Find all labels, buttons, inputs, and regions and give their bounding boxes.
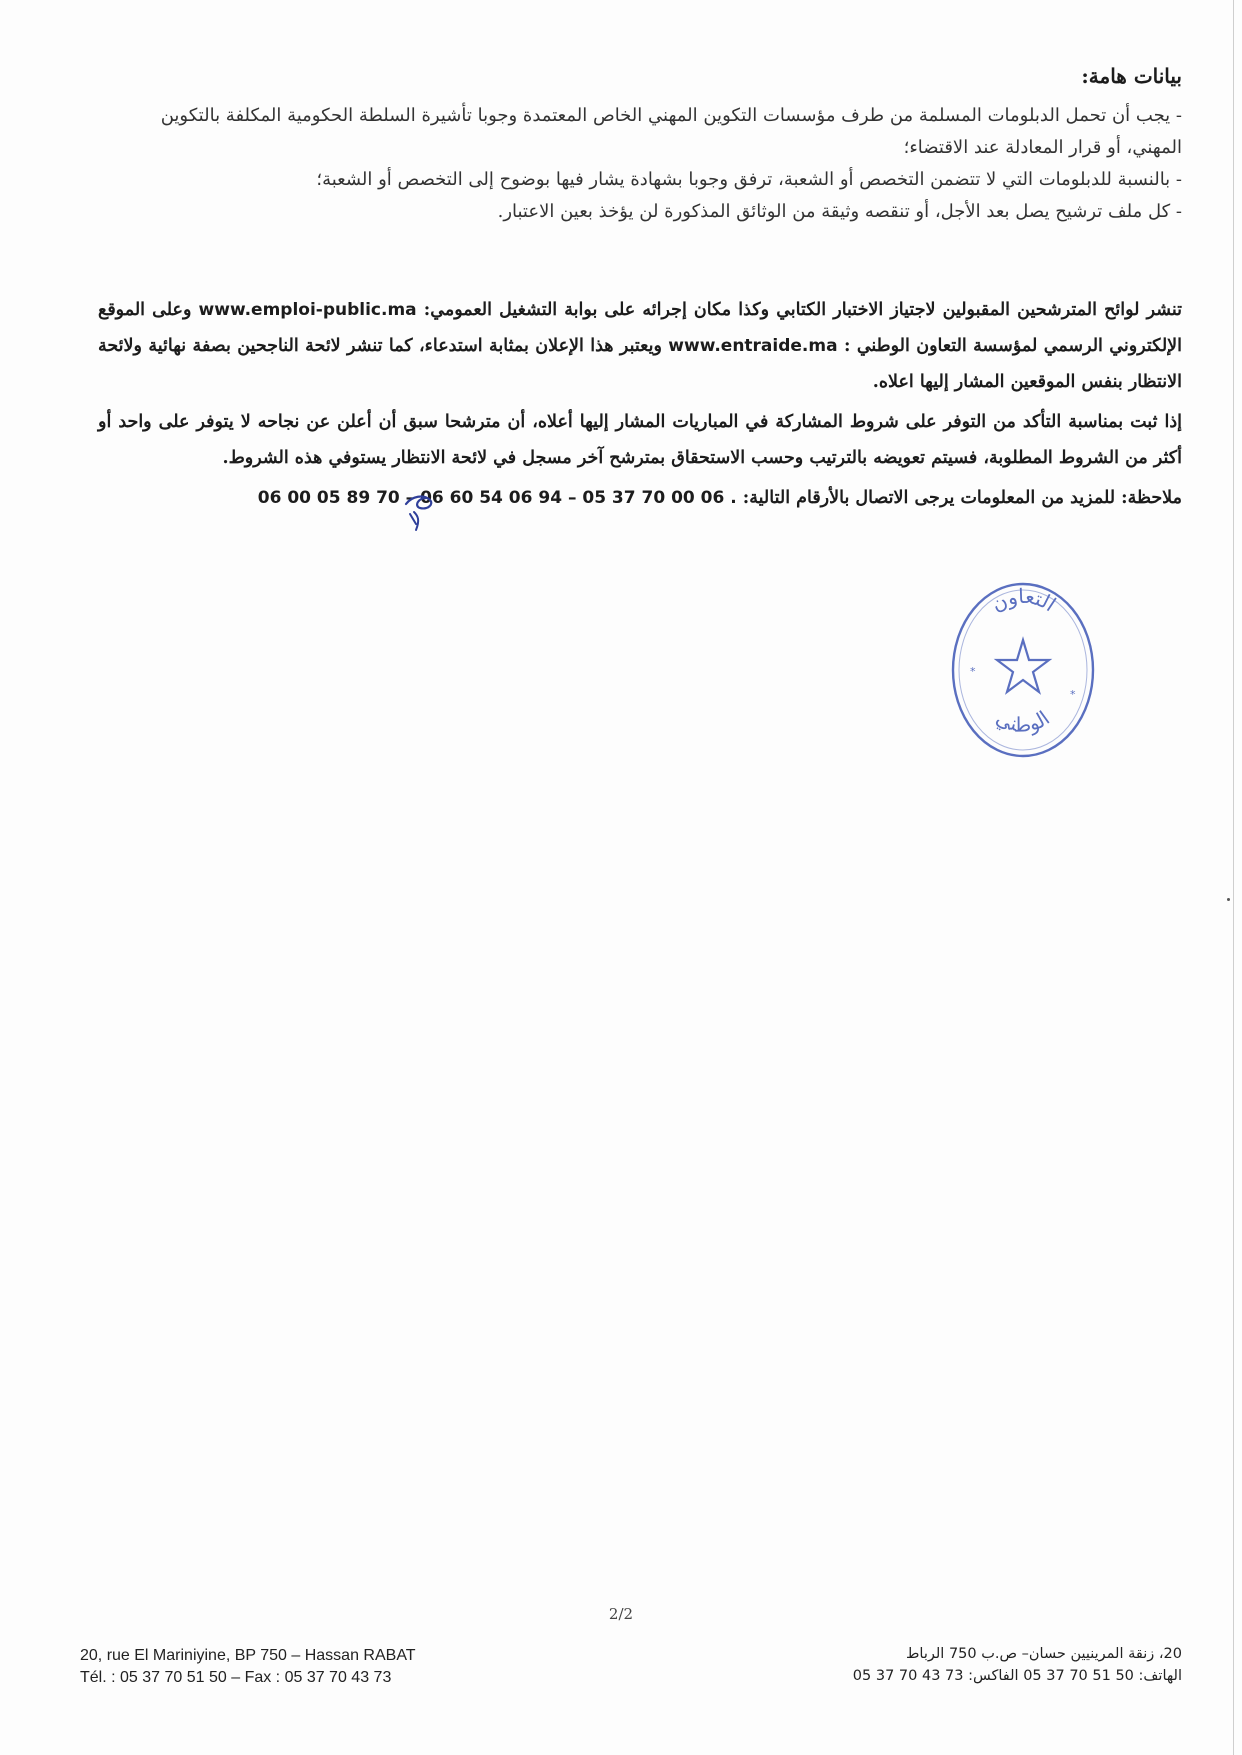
svg-text:*: *: [970, 665, 976, 678]
footer-fr-address-line: 20, rue El Mariniyine, BP 750 – Hassan RABAT: [80, 1647, 416, 1664]
emploi-public-link[interactable]: www.emploi-public.ma: [198, 300, 417, 320]
entraide-link[interactable]: www.entraide.ma: [668, 336, 838, 356]
publication-paragraph: [98, 292, 1182, 400]
footer-address-arabic: [853, 1643, 1182, 1687]
footer-address-french: [80, 1645, 416, 1689]
footer-ar-phone-line: الهاتف: 50 51 70 37 05 الفاكس: 73 43 70 37 05: [852, 1668, 1182, 1684]
important-item-diploma-visa: - يجب أن تحمل الدبلومات المسلمة من طرف مؤسسات التكوين المهني الخاص المعتمدة وجوبا تأشيرة السلطة الحكومية المكلفة بالتكوين المهني، أو قرار المعادلة عند الاقتضاء؛: [160, 105, 1182, 158]
contact-note: [98, 480, 1182, 516]
announcement-section: [98, 292, 1182, 516]
important-heading: بيانات هامة:: [1081, 64, 1182, 88]
stamp-bottom-text: الوطني: [992, 705, 1054, 737]
svg-text:*: *: [1070, 688, 1076, 701]
official-stamp: [948, 580, 1098, 760]
important-item-specialty: - بالنسبة للدبلومات التي لا تتضمن التخصص أو الشعبة، ترفق وجوبا بشهادة يشار فيها بوضوح إلى التخصص أو الشعبة؛: [316, 169, 1182, 190]
stamp-top-text: التعاون: [986, 583, 1061, 617]
publication-text-2: وعلى الموقع الإلكتروني الرسمي لمؤسسة التعاون الوطني :: [98, 300, 1182, 356]
footer-ar-address-line: 20، زنقة المرينيين حسان– ص.ب 750 الرباط: [906, 1646, 1182, 1662]
publication-text-3: ويعتبر هذا الإعلان بمثابة استدعاء، كما تنشر لائحة الناجحين بصفة نهائية ولائحة الانتظار بنفس الموقعين المشار إليها اعلاه.: [98, 336, 1182, 392]
publication-text-1: تنشر لوائح المترشحين المقبولين لاجتياز الاختبار الكتابي وكذا مكان إجرائه على بوابة التشغيل العمومي:: [423, 300, 1183, 320]
important-notes-section: [100, 64, 1182, 228]
conditions-paragraph: إذا ثبت بمناسبة التأكد من التوفر على شروط المشاركة في المباريات المشار إليها أعلاه، أن مترشحا سبق أن أعلن عن نجاحه لا يتوفر على واحد أو أكثر من الشروط المطلوبة، فسيتم تعويضه بالترتيب وحسب الاستحقاق بمترشح آخر مسجل في لائحة الانتظار يستوفي هذه الشروط.: [98, 412, 1182, 468]
contact-note-label: ملاحظة: للمزيد من المعلومات يرجى الاتصال بالأرقام التالية:: [742, 488, 1182, 508]
handwritten-initial-signature: [400, 490, 438, 538]
scan-speck: [1227, 898, 1230, 901]
scan-edge-line: [1233, 0, 1234, 1755]
important-item-late-file: - كل ملف ترشيح يصل بعد الأجل، أو تنقصه وثيقة من الوثائق المذكورة لن يؤخذ بعين الاعتبار.: [497, 201, 1182, 222]
page-number: 2/2: [608, 1605, 634, 1623]
footer-fr-phone-line: Tél. : 05 37 70 51 50 – Fax : 05 37 70 43 73: [80, 1669, 392, 1686]
contact-phone-numbers: 06 00 05 89 70 – 06 60 54 06 94 – 05 37 70 00 06 .: [257, 488, 737, 508]
